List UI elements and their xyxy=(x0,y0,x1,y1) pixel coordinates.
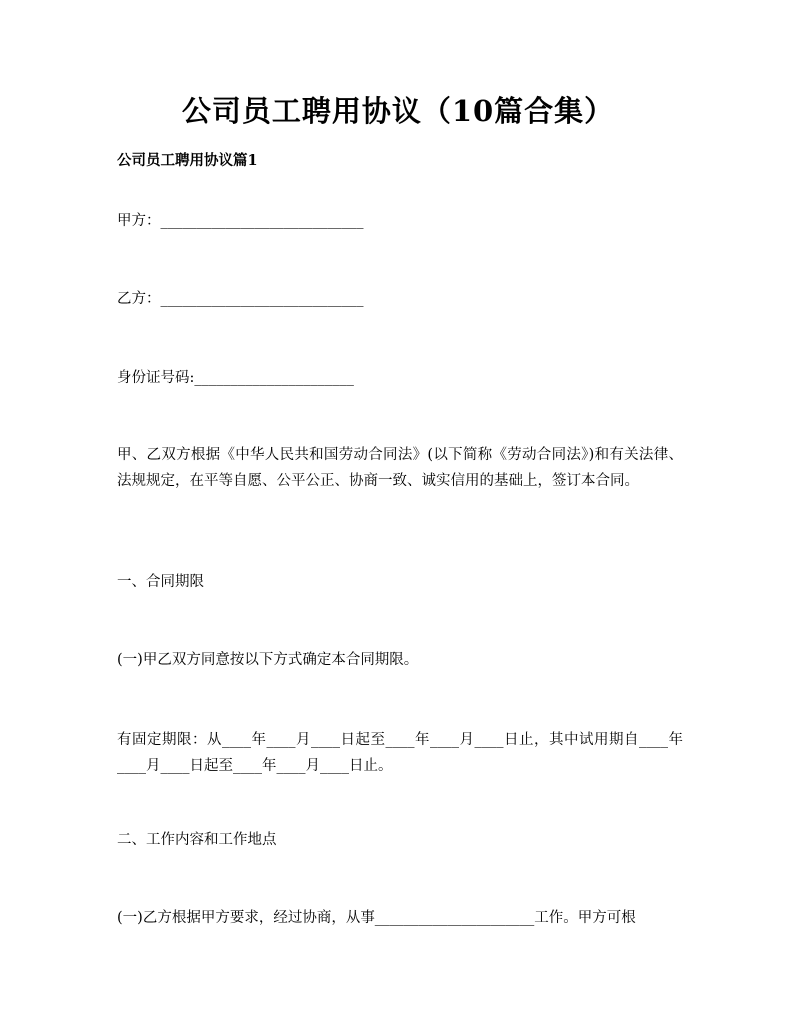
fixed-term-paragraph: 有固定期限：从____年____月____日起至____年____月____日止，其中试用期自____年____月____日起至____年____月____日止。 xyxy=(117,732,683,774)
party-b-field: 乙方：____________________________ xyxy=(117,291,364,307)
section1-item1: (一)甲乙双方同意按以下方式确定本合同期限。 xyxy=(117,652,419,668)
section2-heading: 二、工作内容和工作地点 xyxy=(117,832,277,848)
section1-heading: 一、合同期限 xyxy=(117,574,204,590)
section2-item1: (一)乙方根据甲方要求，经过协商，从事______________________工作。甲方可根 xyxy=(117,910,636,926)
section-subtitle: 公司员工聘用协议篇1 xyxy=(117,152,258,169)
intro-paragraph: 甲、乙双方根据《中华人民共和国劳动合同法》(以下简称《劳动合同法》)和有关法律、法规规定，在平等自愿、公平公正、协商一致、诚实信用的基础上，签订本合同。 xyxy=(117,447,683,489)
document-title: 公司员工聘用协议（10篇合集） xyxy=(181,94,615,128)
party-a-field: 甲方：____________________________ xyxy=(117,213,364,229)
id-number-field: 身份证号码:______________________ xyxy=(117,370,354,386)
